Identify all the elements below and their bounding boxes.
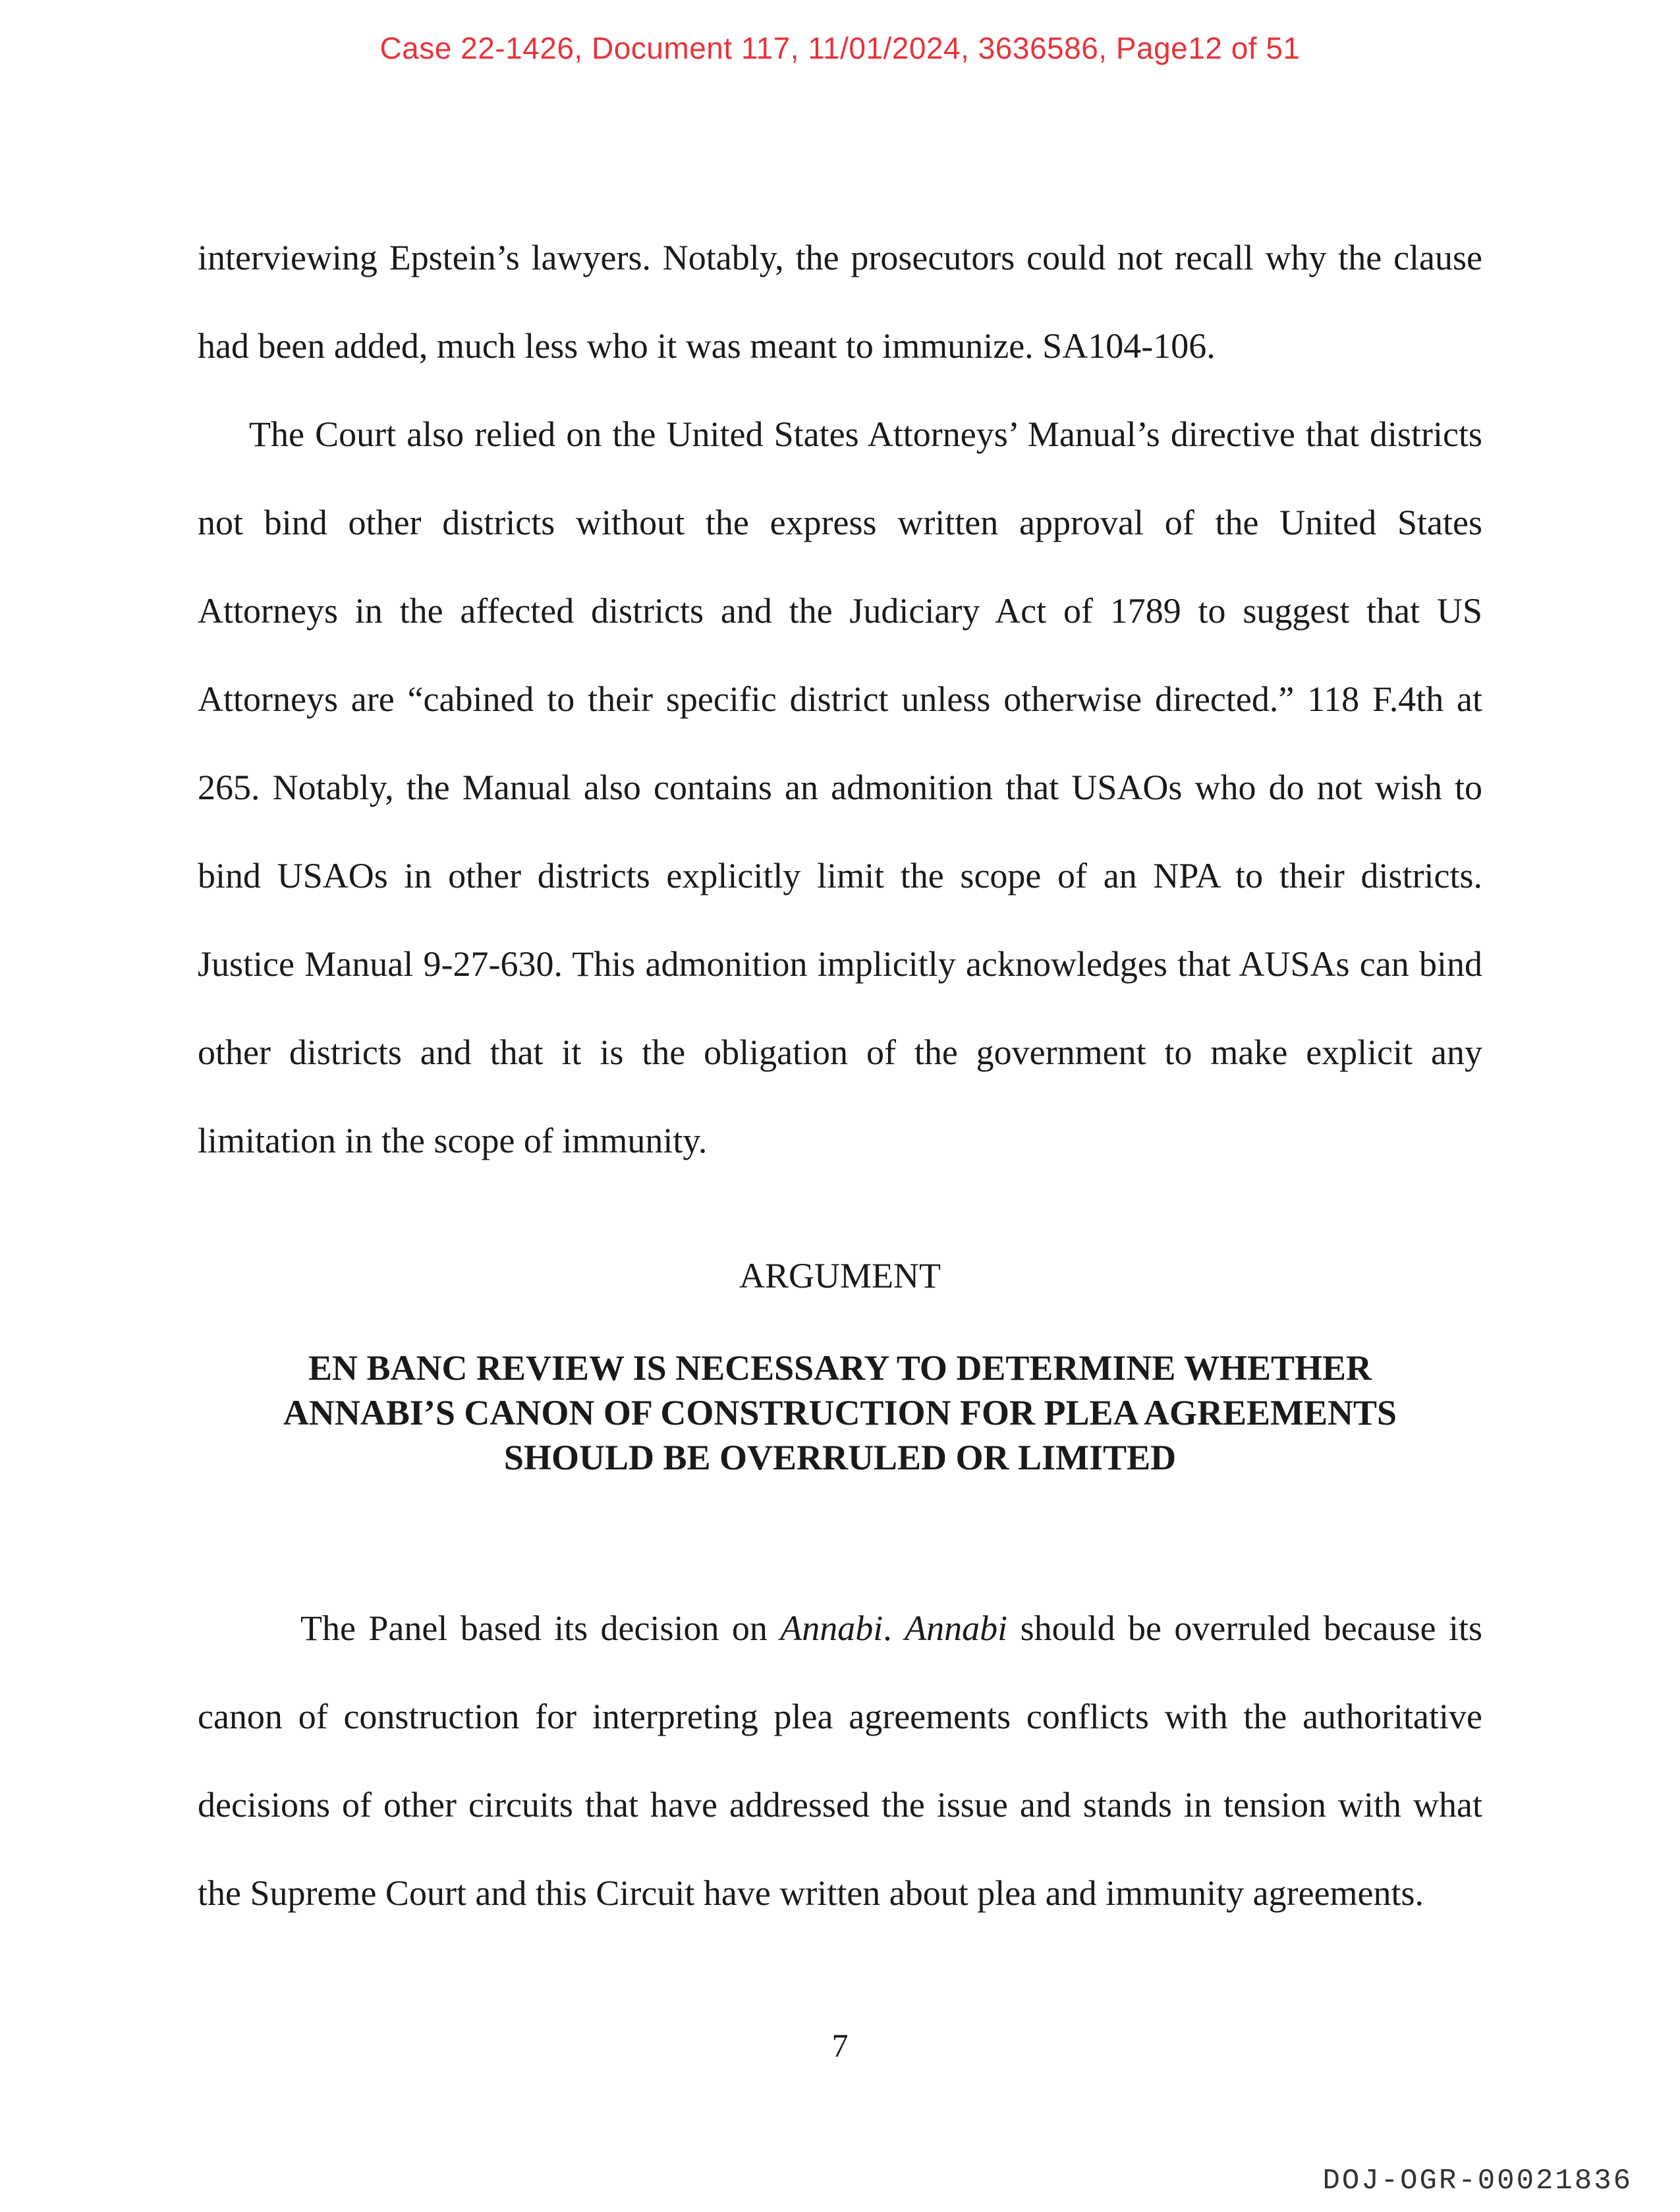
page-number: 7: [831, 2027, 849, 2064]
para3-start: The Panel based its decision on: [300, 1608, 781, 1648]
case-name-annabi: Annabi: [905, 1608, 1008, 1648]
para3-mid: .: [883, 1608, 905, 1648]
para3-rest: should be overruled because its canon of construction for interpreting plea agreements conflicts with the authoritative decisions of other circuits that have addressed the issue and stands in tension with what the Supreme Court and this Circuit have written about plea and immunity agreements.: [198, 1608, 1483, 1913]
argument-heading: ARGUMENT: [739, 1256, 941, 1295]
case-header: Case 22-1426, Document 117, 11/01/2024, 3636586, Page12 of 51: [379, 31, 1301, 65]
body-paragraph-3: [198, 1584, 1482, 1937]
bates-number: DOJ-OGR-00021836: [1322, 2165, 1633, 2198]
body-paragraph-2: The Court also relied on the United States Attorneys’ Manual’s directive that districts not bind other districts without the express written approval of the United States Attorneys in the affected districts and the Judiciary Act of 1789 to suggest that US Attorneys are “cabined to their specific district unless otherwise directed.” 118 F.4th at 265. Notably, the Manual also contains an admonition that USAOs who do not wish to bind USAOs in other districts explicitly limit the scope of an NPA to their districts. Justice Manual 9-27-630. This admonition implicitly acknowledges that AUSAs can bind other districts and that it is the obligation of the government to make explicit any limitation in the scope of immunity.: [198, 414, 1482, 1160]
section-heading: EN BANC REVIEW IS NECESSARY TO DETERMINE WHETHER ANNABI’S CANON OF CONSTRUCTION FOR PLEA AGREEMENTS SHOULD BE OVERRULED OR LIMITED: [283, 1348, 1397, 1477]
case-name-annabi: Annabi: [780, 1608, 883, 1648]
body-paragraph-1: interviewing Epstein’s lawyers. Notably, the prosecutors could not recall why the clause had been added, much less who it was meant to immunize. SA104-106.: [198, 238, 1482, 366]
